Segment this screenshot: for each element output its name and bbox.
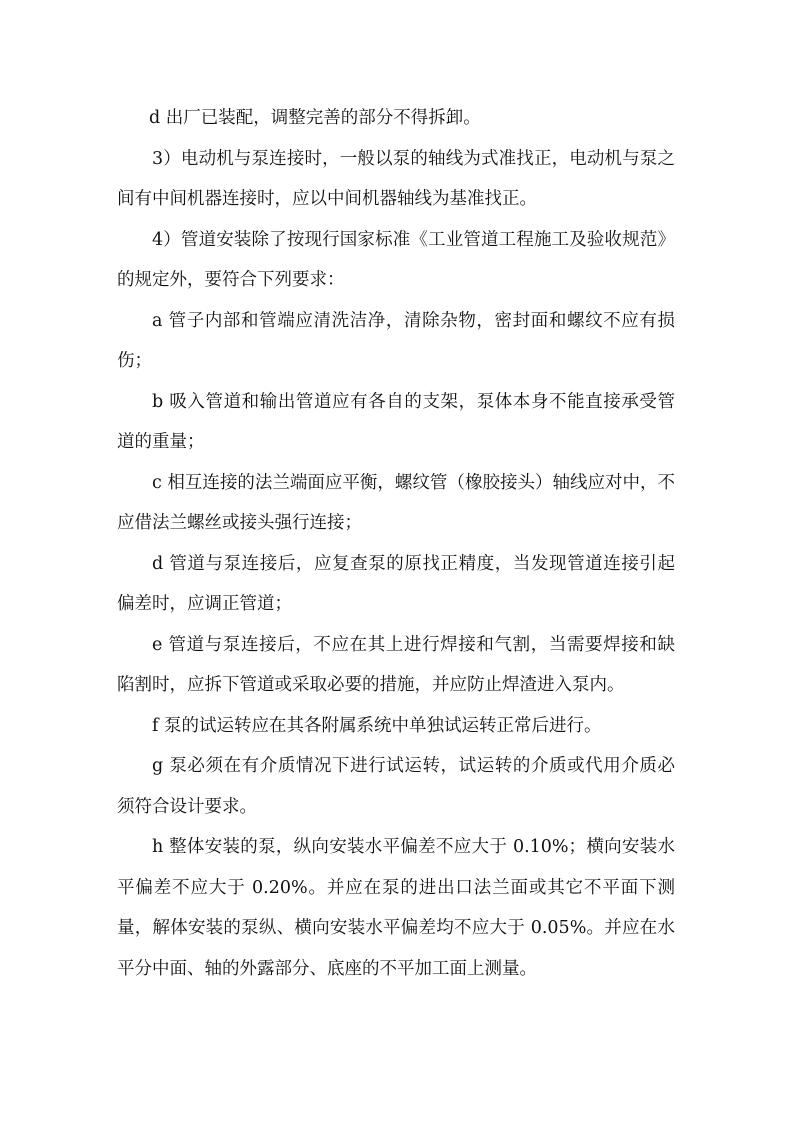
paragraph-d-factory-assembled: d 出厂已装配，调整完善的部分不得拆卸。 bbox=[149, 108, 481, 128]
document-body bbox=[117, 98, 675, 989]
paragraph-c-flange-alignment: c 相互连接的法兰端面应平衡，螺纹管（橡胶接头）轴线应对中，不应借法兰螺丝或接头强行连接； bbox=[117, 472, 675, 533]
paragraph-3-motor-pump-alignment: 3）电动机与泵连接时，一般以泵的轴线为式准找正，电动机与泵之间有中间机器连接时，应以中间机器轴线为基准找正。 bbox=[117, 148, 675, 209]
paragraph-a-pipe-cleaning: a 管子内部和管端应清洗洁净，清除杂物，密封面和螺纹不应有损伤； bbox=[117, 310, 675, 371]
paragraph-b-pipe-supports: b 吸入管道和输出管道应有各自的支架，泵体本身不能直接承受管道的重量； bbox=[117, 391, 675, 452]
paragraph-g-trial-medium: g 泵必须在有介质情况下进行试运转，试运转的介质或代用介质必须符合设计要求。 bbox=[117, 756, 675, 817]
paragraph-e-no-welding: e 管道与泵连接后，不应在其上进行焊接和气割，当需要焊接和缺陷割时，应拆下管道或采取必要的措施，并应防止焊渣进入泵内。 bbox=[117, 634, 675, 695]
paragraph-d-recheck-alignment: d 管道与泵连接后，应复查泵的原找正精度，当发现管道连接引起偏差时，应调正管道； bbox=[117, 553, 675, 614]
paragraph-f-trial-run: f 泵的试运转应在其各附属系统中单独试运转正常后进行。 bbox=[152, 715, 602, 736]
paragraph-h-level-tolerance: h 整体安装的泵，纵向安装水平偏差不应大于 0.10%；横向安装水平偏差不应大于 0.20%。并应在泵的进出口法兰面或其它不平面下测量，解体安装的泵纵、横向安装水平偏差均不应大于 0.05%。并应在水平分中面、轴的外露部分、底座的不平加工面上测量。 bbox=[117, 837, 675, 979]
paragraph-4-pipe-installation: 4）管道安装除了按现行国家标准《工业管道工程施工及验收规范》的规定外，要符合下列要求： bbox=[117, 229, 675, 290]
